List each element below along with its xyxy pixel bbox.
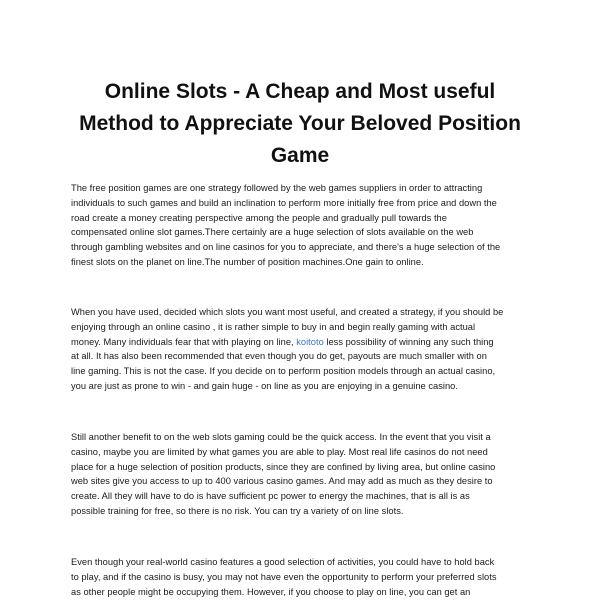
paragraph-line: casino, maybe you are limited by what games you are able to play. Most real life casinos do not need — [71, 446, 488, 457]
paragraph-text: money. Many individuals fear that with playing on line, — [71, 336, 294, 347]
paragraph-strategy — [71, 305, 532, 394]
paragraph-line: place for a huge selection of position products, since they are confined by living area, but online casino — [71, 461, 496, 472]
paragraph-intro — [71, 181, 532, 270]
paragraph-line: possible training for free, so there is no risk. You can try a variety of on line slots. — [71, 505, 404, 516]
title-line: Method to Appreciate Your Beloved Position — [79, 112, 521, 135]
title-line: Online Slots - A Cheap and Most useful — [104, 80, 496, 103]
paragraph-line: create. All they will have to do is have sufficient pc power to energy the machines, that is all is as — [71, 491, 470, 502]
paragraph-line: you are just as prone to win - and gain huge - on line as you are enjoying in a genuine casino. — [71, 380, 458, 391]
paragraph-real-world — [71, 555, 532, 599]
page-title — [70, 76, 530, 172]
paragraph-line: road create a money creating perspective among the people and gradually pull towards the — [71, 212, 447, 223]
paragraph-line: enjoying through an online casino , it is rather simple to buy in and begin really gaming with actual — [71, 321, 476, 332]
paragraph-line: When you have used, decided which slots you want most useful, and created a strategy, if you should be — [71, 307, 504, 317]
paragraph-line: Still another benefit to on the web slots gaming could be the quick access. In the event that you visit a — [71, 432, 491, 442]
paragraph-access — [71, 430, 532, 519]
paragraph-line: The free position games are one strategy followed by the web games suppliers in order to attracting — [71, 183, 483, 193]
paragraph-line: compensated online slot games.There certainly are a huge selection of slots available on the web — [71, 227, 474, 238]
paragraph-line: line gaming. This is not the case. If you decide on to perform position models through an actual casino, — [71, 366, 496, 377]
paragraph-line: at all. It has also been recommended that even though you do get, payouts are much smaller with on — [71, 351, 487, 362]
paragraph-line: individuals to such games and build an inclination to perform more initially free from price and down the — [71, 197, 497, 208]
paragraph-line: through gambling websites and on line casinos for you to appreciate, and there's a huge selection of the — [71, 242, 501, 253]
paragraph-line: to play, and if the casino is busy, you may not have even the opportunity to perform your preferred slots — [71, 571, 497, 582]
paragraph-line: finest slots on the planet on line.The number of position machines.One gain to online. — [71, 256, 424, 267]
paragraph-line: Even though your real-world casino features a good selection of activities, you could have to hold back — [71, 557, 495, 567]
paragraph-line-with-link — [71, 335, 532, 350]
paragraph-text: less possibility of winning any such thing — [326, 336, 494, 347]
paragraph-line: web sites give you access to up to 400 various casino games. And may add as much as they desire to — [71, 476, 493, 487]
title-line: Game — [270, 144, 330, 167]
paragraph-line: as other people might be occupying them. However, if you choose to play on line, you can get an — [71, 586, 471, 597]
koitoto-link[interactable]: koitoto — [296, 336, 324, 347]
